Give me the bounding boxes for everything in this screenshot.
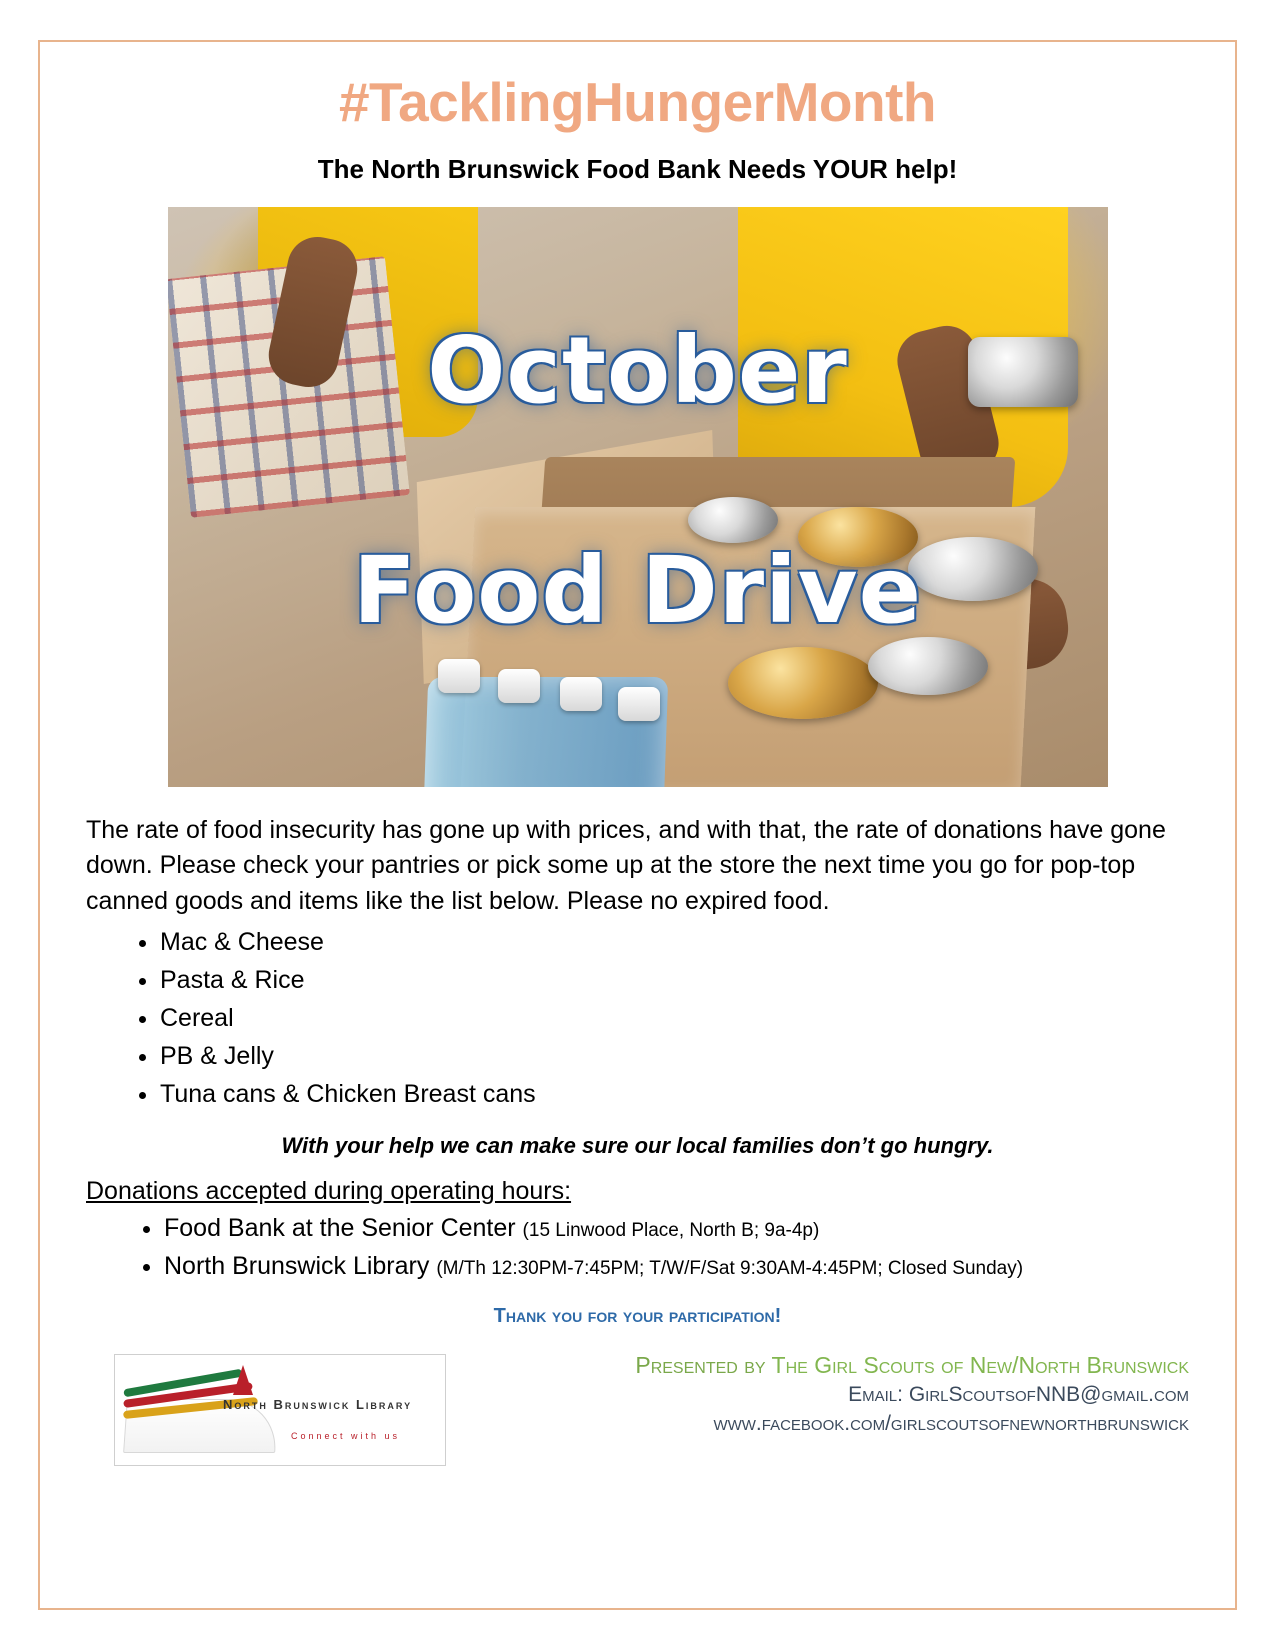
list-item: • Tuna cans & Chicken Breast cans bbox=[160, 1075, 1189, 1113]
location-name: Food Bank at the Senior Center bbox=[164, 1214, 523, 1243]
email-label: Email: bbox=[848, 1383, 909, 1407]
list-item: • Pasta & Rice bbox=[160, 961, 1189, 999]
facebook-url: www.facebook.com/girlscoutsofnewnorthbrunswick bbox=[713, 1411, 1189, 1435]
presented-by-prefix: Presented by bbox=[635, 1352, 772, 1379]
email-line bbox=[635, 1381, 1189, 1409]
list-item: • Cereal bbox=[160, 999, 1189, 1037]
location-detail: (M/Th 12:30PM-7:45PM; T/W/F/Sat 9:30AM-4:45PM; Closed Sunday) bbox=[436, 1257, 1024, 1279]
canned-good bbox=[868, 637, 988, 695]
list-item: • PB & Jelly bbox=[160, 1037, 1189, 1075]
donation-locations-list bbox=[86, 1210, 1189, 1285]
list-item-location bbox=[164, 1248, 1189, 1286]
list-item: • Mac & Cheese bbox=[160, 923, 1189, 961]
email-address: GirlScoutsofNNB@gmail.com bbox=[908, 1383, 1189, 1407]
body-paragraph: The rate of food insecurity has gone up with prices, and with that, the rate of donations have gone down. Please check your pantries or pick some up at the store the next time you go for pop-top canned goods and items like the list below. Please no expired food. bbox=[86, 815, 1166, 915]
photo-background bbox=[168, 207, 1108, 787]
library-logo-name: North Brunswick Library bbox=[223, 1397, 413, 1413]
library-logo bbox=[114, 1354, 446, 1466]
list-item-location bbox=[164, 1210, 1189, 1248]
canned-good bbox=[728, 647, 878, 719]
bottle-cap bbox=[438, 659, 480, 693]
location-detail: (15 Linwood Place, North B; 9a-4p) bbox=[522, 1220, 820, 1242]
flyer-footer bbox=[86, 1350, 1189, 1490]
presented-by-block bbox=[635, 1350, 1189, 1438]
flyer-content bbox=[38, 40, 1237, 1490]
steeple-icon bbox=[233, 1365, 253, 1395]
presented-by-line bbox=[635, 1350, 1189, 1381]
tagline: With your help we can make sure our local families don’t go hungry. bbox=[281, 1133, 994, 1159]
presenting-organization: The Girl Scouts of New/North Brunswick bbox=[771, 1352, 1189, 1379]
hours-heading: Donations accepted during operating hours: bbox=[86, 1177, 572, 1206]
photo-title-line2: Food Drive bbox=[352, 536, 923, 644]
photo-title-line1: October bbox=[427, 316, 848, 424]
library-logo-tagline: Connect with us bbox=[291, 1431, 401, 1442]
page-title: #TacklingHungerMonth bbox=[338, 71, 937, 133]
donation-items-list bbox=[86, 923, 1189, 1113]
bottle-cap bbox=[618, 687, 660, 721]
food-drive-photo bbox=[168, 207, 1108, 787]
bottle-cap bbox=[560, 677, 602, 711]
subheading: The North Brunswick Food Bank Needs YOUR help! bbox=[317, 153, 958, 184]
bottle-cap bbox=[498, 669, 540, 703]
location-name: North Brunswick Library bbox=[164, 1251, 437, 1280]
thank-you-note: Thank you for your participation! bbox=[493, 1305, 782, 1328]
